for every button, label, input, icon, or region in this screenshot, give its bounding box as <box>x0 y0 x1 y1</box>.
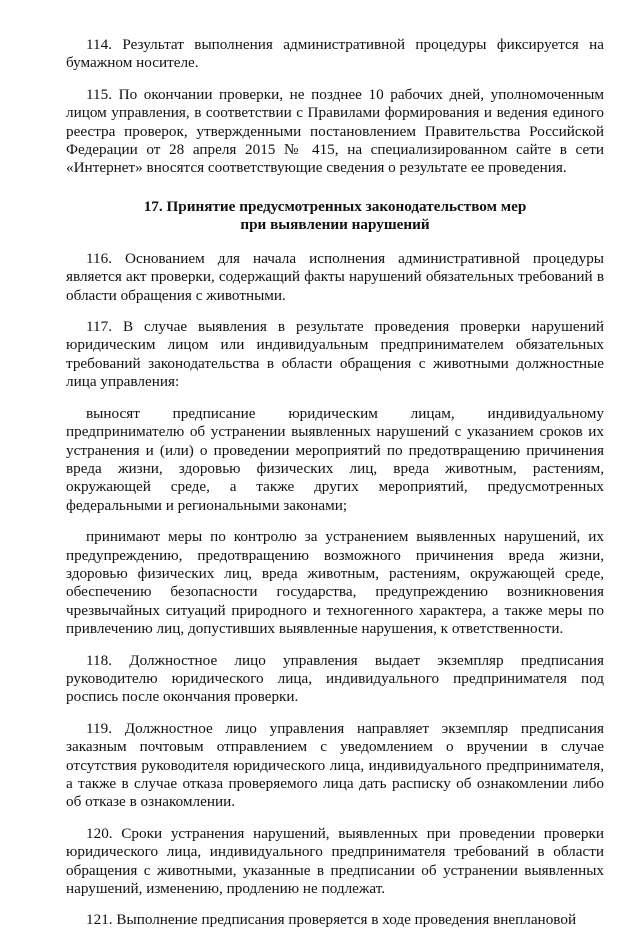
section-heading <box>66 198 604 234</box>
paragraph-117-item-2: принимают меры по контролю за устранением выявленных нарушений, их предупреждению, предотвращению возможного причинения вреда жизни, здоровью физических лиц, вреда животным, растениям, окружающей среде, обеспечению безопасности государства, предупреждению возникновения чрезвычайных ситуаций природного и техногенного характера, а также меры по привлечению лиц, допустивших выявленные нарушения, к ответственности. <box>66 528 604 638</box>
paragraph-119: 119. Должностное лицо управления направляет экземпляр предписания заказным почтовым отправлением с уведомлением о вручении в случае отсутствия руководителя юридического лица, индивидуального предпринимателя, а также в случае отказа проверяемого лица дать расписку об ознакомлении либо об отказе в ознакомлении. <box>66 719 604 811</box>
paragraph-120: 120. Сроки устранения нарушений, выявленных при проведении проверки юридического лица, индивидуального предпринимателя требований в области обращения с животными, указанные в предписании об устранении выявленных нарушений, изменению, продлению не подлежат. <box>66 824 604 898</box>
section-heading-line-2: при выявлении нарушений <box>240 215 430 233</box>
paragraph-121: 121. Выполнение предписания проверяется в ходе проведения внеплановой <box>86 911 577 929</box>
paragraph-115: 115. По окончании проверки, не позднее 10 рабочих дней, уполномоченным лицом управления, в соответствии с Правилами формирования и ведения единого реестра проверок, утвержденными постановлением Правительства Российской Федерации от 28 апреля 2015 № 415, на специализированном сайте в сети «Интернет» вносятся соответствующие сведения о результате ее проведения. <box>66 85 604 177</box>
paragraph-114: 114. Результат выполнения административной процедуры фиксируется на бумажном носителе. <box>66 36 604 72</box>
document-page <box>66 36 604 943</box>
paragraph-118: 118. Должностное лицо управления выдает экземпляр предписания руководителю юридического лица, индивидуального предпринимателя под роспись после окончания проверки. <box>66 651 604 706</box>
paragraph-117: 117. В случае выявления в результате проведения проверки нарушений юридическим лицом или индивидуальным предпринимателем обязательных требований законодательства в области обращения с животными должностные лица управления: <box>66 318 604 391</box>
section-heading-line-1: 17. Принятие предусмотренных законодательством мер <box>143 197 527 215</box>
paragraph-116: 116. Основанием для начала исполнения административной процедуры является акт проверки, содержащий факты нарушений обязательных требований в области обращения с животными. <box>66 249 604 304</box>
paragraph-117-item-1: выносят предписание юридическим лицам, индивидуальному предпринимателю об устранении выявленных нарушений с указанием сроков их устранения и (или) о проведении мероприятий по предотвращению причинения вреда жизни, здоровью физических лиц, вреда животным, растениям, окружающей среде, а также других мероприятий, предусмотренных федеральными и региональными законами; <box>66 404 604 514</box>
